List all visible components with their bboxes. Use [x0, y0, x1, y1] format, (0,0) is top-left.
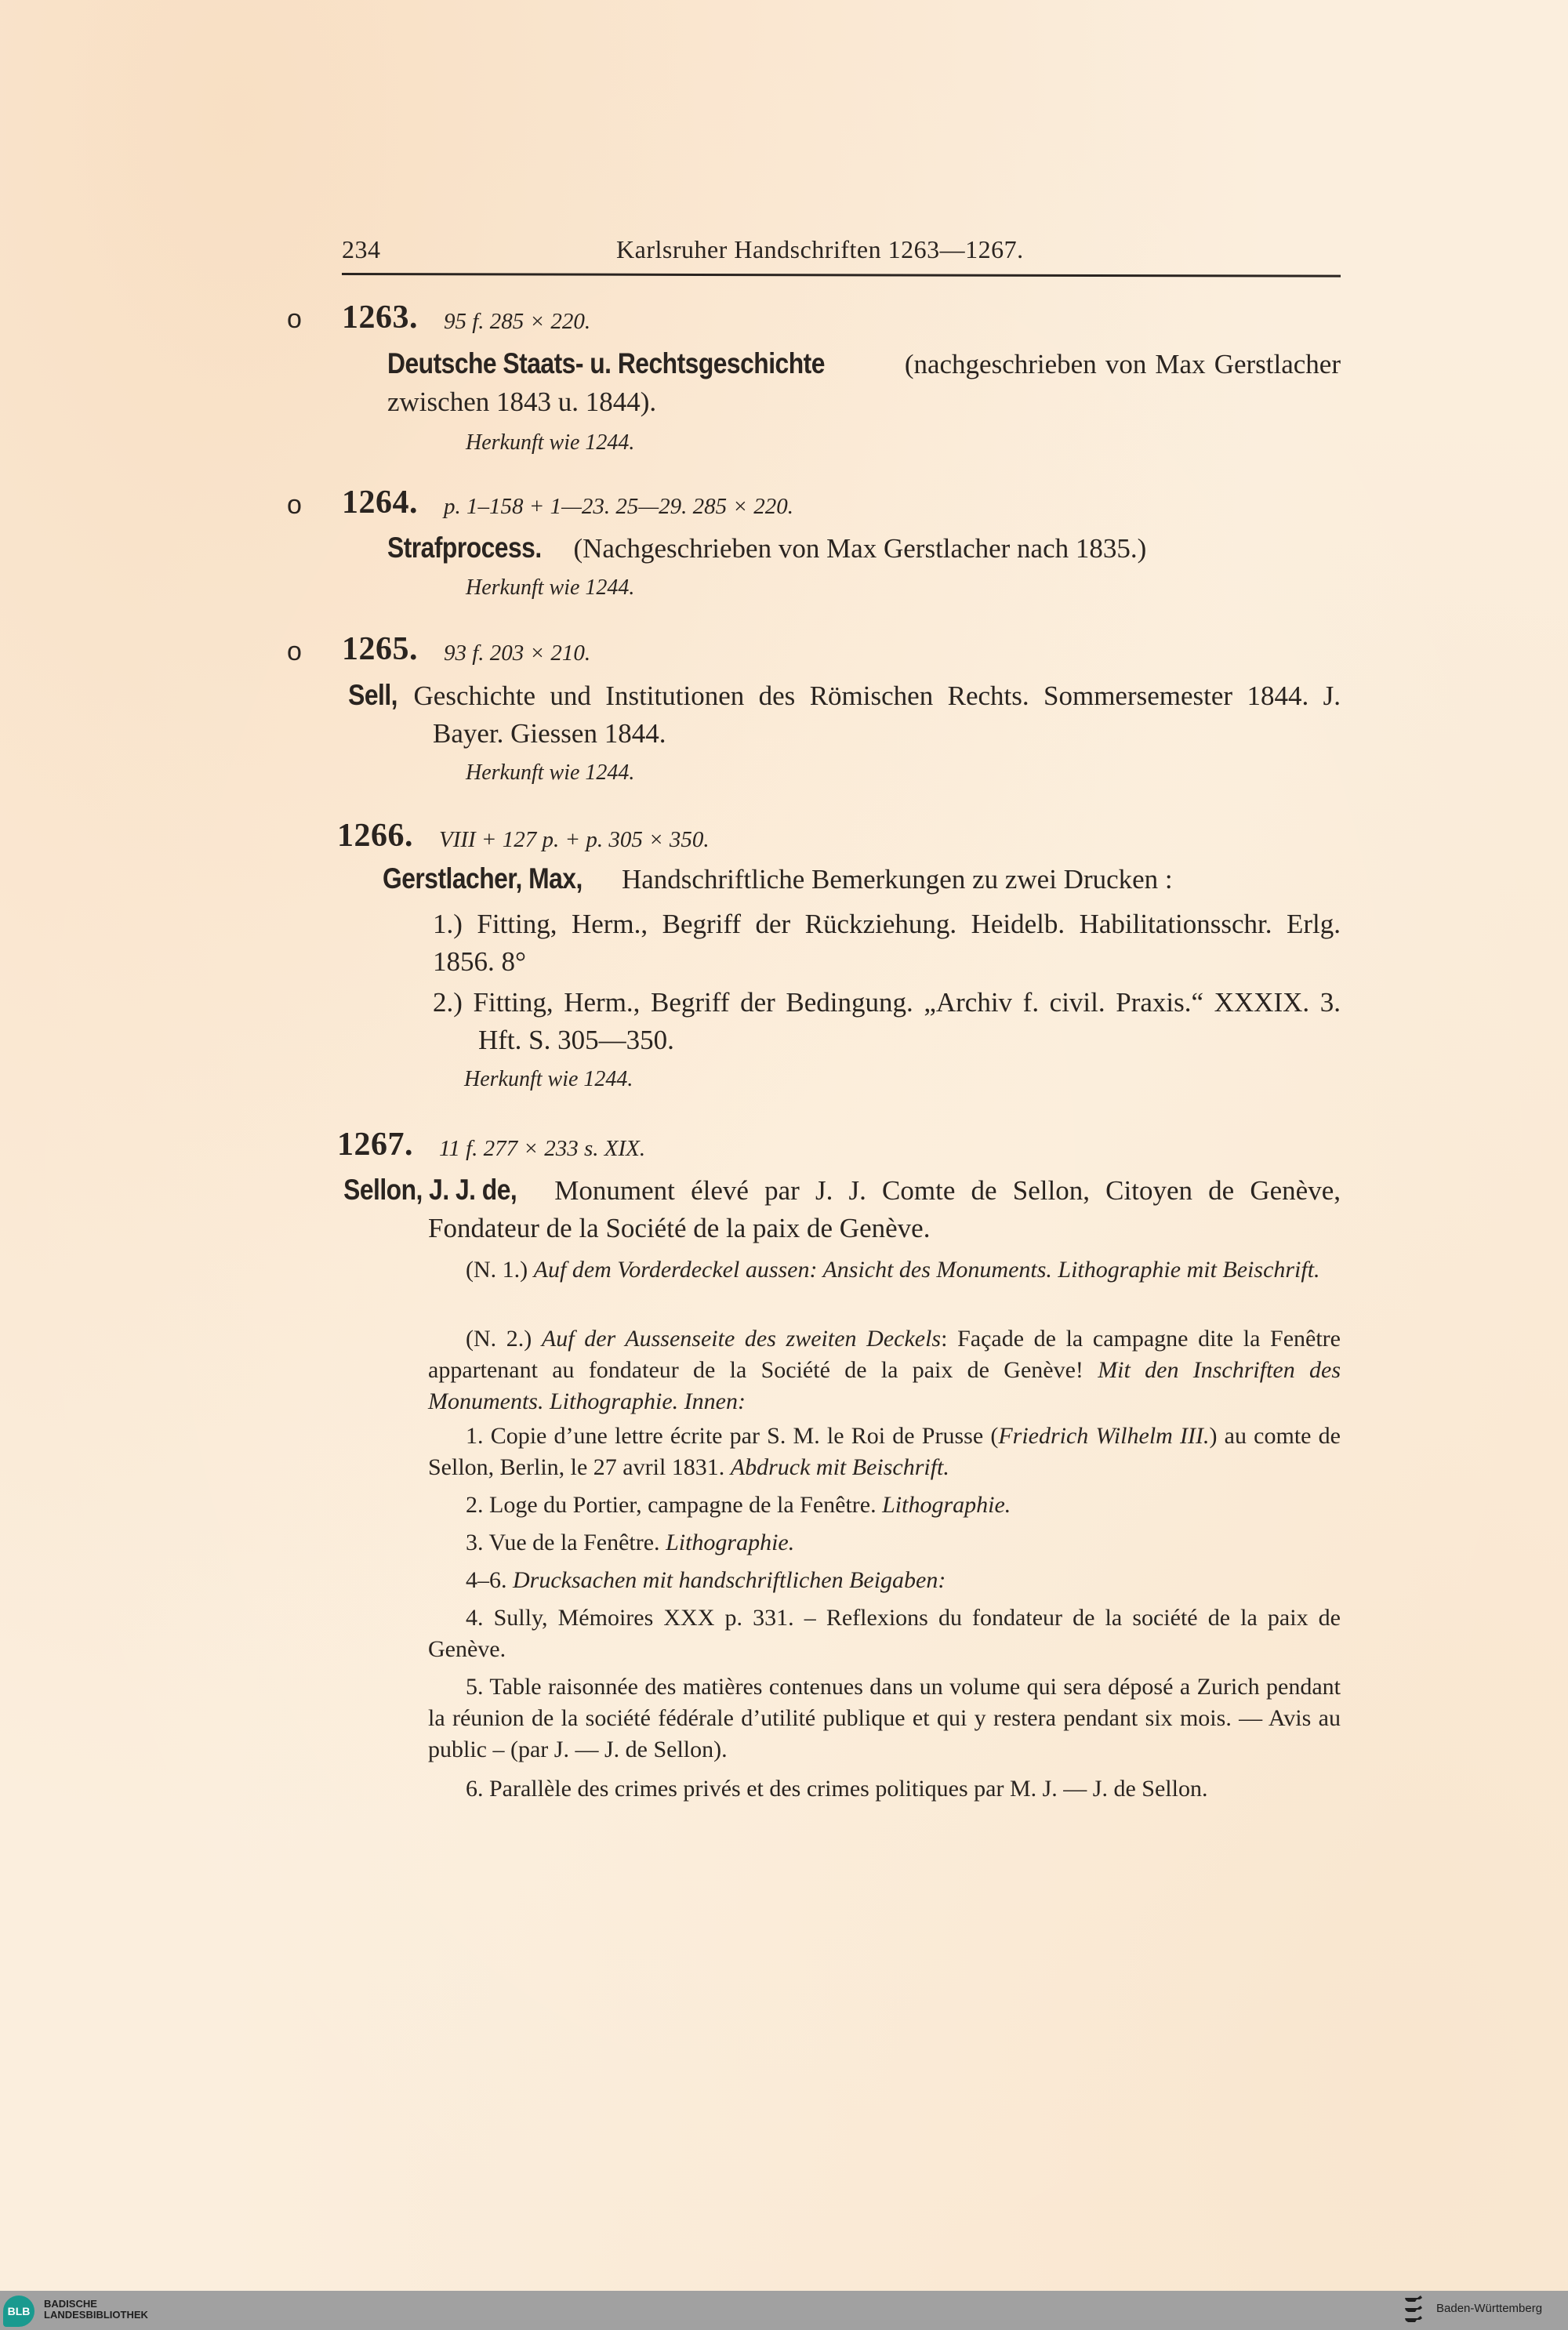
entry-description: Sell, Geschichte und Institutionen des Römischen Rechts. Sommersemester 1844. J. Bayer. Giessen 1844. — [387, 677, 1341, 753]
entry-number: 1263. — [342, 299, 418, 336]
entry-title: Gerstlacher, Max, — [383, 862, 583, 895]
entry-provenance: Herkunft wie 1244. — [466, 575, 635, 600]
entry-marker: o — [287, 490, 302, 520]
blb-logo-icon: BLB — [3, 2296, 34, 2327]
entry-title: Sellon, J. J. de, — [343, 1174, 517, 1206]
running-header — [342, 235, 1341, 271]
entry-provenance: Herkunft wie 1244. — [466, 760, 635, 785]
insert-item-2: 2. Loge du Portier, campagne de la Fenêtre. Lithographie. — [466, 1492, 1011, 1518]
insert-item-1: 1. Copie d’une lettre écrite par S. M. le Roi de Prusse (Friedrich Wilhelm III.) au comte de Sellon, Berlin, le 27 avril 1831. Abdruck mit Beischrift. — [428, 1423, 1341, 1480]
insert-group-4-6: 4–6. Drucksachen mit handschriftlichen Beigaben: — [466, 1567, 946, 1593]
entry-number: 1267. — [337, 1127, 413, 1163]
entry-title: Strafprocess. — [387, 532, 542, 564]
insert-item-6: 6. Parallèle des crimes privés et des crimes politiques par M. J. — J. de Sellon. — [466, 1776, 1208, 1802]
running-title: Karlsruher Handschriften 1263—1267. — [616, 235, 1024, 263]
state-name: Baden-Württemberg — [1436, 2302, 1543, 2315]
entry-description: Gerstlacher, Max, Handschriftliche Bemerkungen zu zwei Drucken : — [383, 860, 1341, 898]
entry-marker: o — [287, 637, 302, 666]
entry-number: 1264. — [342, 485, 418, 521]
entry-dimensions: 11 f. 277 × 233 s. XIX. — [439, 1136, 646, 1161]
entry-provenance: Herkunft wie 1244. — [466, 430, 635, 455]
page-number: 234 — [342, 235, 381, 263]
entry-description: Sellon, J. J. de, Monument élevé par J. J. Comte de Sellon, Citoyen de Genève, Fondateur de la Société de la paix de Genève. — [383, 1171, 1341, 1247]
note-n2: (N. 2.) Auf der Aussenseite des zweiten Deckels: Façade de la campagne dite la Fenêtre appartenant au fondateur de la Société de la paix de Genève! Mit den Inschriften des Monuments. Lithographie. Innen: — [428, 1326, 1341, 1414]
note-n1: (N. 1.) Auf dem Vorderdeckel aussen: Ansicht des Monuments. Lithographie mit Beischrift. — [466, 1257, 1320, 1283]
insert-item-3: 3. Vue de la Fenêtre. Lithographie. — [466, 1530, 795, 1555]
library-name: BADISCHE LANDESBIBLIOTHEK — [44, 2298, 148, 2321]
header-rule — [342, 273, 1341, 278]
insert-item-5: 5. Table raisonnée des matières contenues dans un volume qui sera déposé a Zurich pendant la réunion de la société fédérale d’utilité publique et qui y restera pendant six mois. — Avis au public – (par J. — J. de Sellon). — [428, 1674, 1341, 1762]
entry-description: Deutsche Staats- u. Rechtsgeschichte (nachgeschrieben von Max Gerstlacher zwischen 1843 u. 1844). — [387, 345, 1341, 421]
print-item-1: 1.) Fitting, Herm., Begriff der Rückziehung. Heidelb. Habilitationsschr. Erlg. 1856. 8° — [433, 909, 1341, 977]
entry-number: 1266. — [337, 818, 413, 854]
entry-title: Deutsche Staats- u. Rechtsgeschichte — [387, 347, 825, 379]
print-item-2: 2.) Fitting, Herm., Begriff der Bedingung. „Archiv f. civil. Praxis.“ XXXIX. 3. Hft. S. 305—350. — [433, 987, 1341, 1055]
entry-provenance: Herkunft wie 1244. — [464, 1067, 633, 1091]
entry-dimensions: p. 1–158 + 1—23. 25—29. 285 × 220. — [444, 494, 793, 519]
insert-item-4: 4. Sully, Mémoires XXX p. 331. – Reflexions du fondateur de la société de la paix de Genève. — [428, 1605, 1341, 1662]
entry-description: Strafprocess. (Nachgeschrieben von Max Gerstlacher nach 1835.) — [387, 529, 1341, 568]
entry-marker: o — [287, 304, 302, 334]
entry-dimensions: 95 f. 285 × 220. — [444, 309, 591, 334]
entry-number: 1265. — [342, 631, 418, 667]
entry-dimensions: VIII + 127 p. + p. 305 × 350. — [439, 827, 710, 852]
entry-dimensions: 93 f. 203 × 210. — [444, 641, 591, 666]
entry-title: Sell, — [348, 679, 397, 711]
library-footer-bar — [0, 2291, 1568, 2330]
baden-wuerttemberg-lions-icon — [1403, 2295, 1424, 2326]
